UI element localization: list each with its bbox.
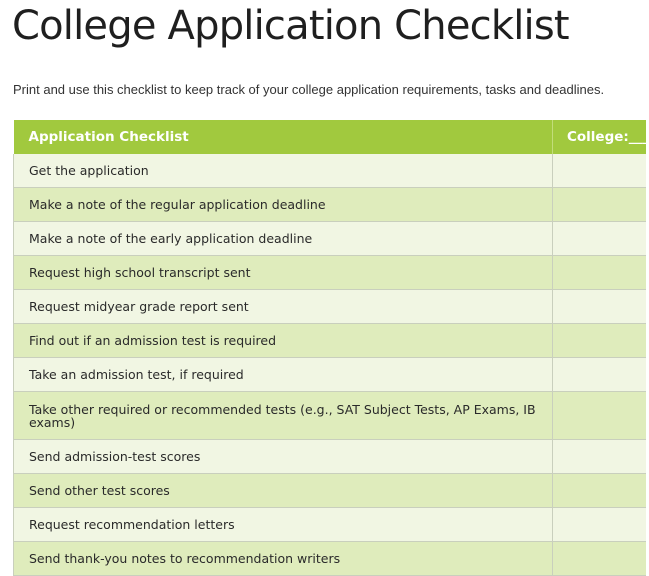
college-cell[interactable] xyxy=(553,256,646,290)
task-cell: Make a note of the regular application deadline xyxy=(14,188,553,222)
table-row xyxy=(14,188,646,222)
table-row xyxy=(14,508,646,542)
college-cell[interactable] xyxy=(553,324,646,358)
table-row xyxy=(14,474,646,508)
table-row xyxy=(14,440,646,474)
table-row xyxy=(14,392,646,440)
table-row xyxy=(14,222,646,256)
table-header-row xyxy=(14,120,646,154)
application-checklist-table xyxy=(13,120,649,576)
table-row xyxy=(14,542,646,576)
table-row xyxy=(14,154,646,188)
task-cell: Get the application xyxy=(14,154,553,188)
header-application-checklist: Application Checklist xyxy=(14,120,553,154)
college-cell[interactable] xyxy=(553,542,646,576)
college-cell[interactable] xyxy=(553,222,646,256)
task-cell: Request high school transcript sent xyxy=(14,256,553,290)
college-cell[interactable] xyxy=(553,508,646,542)
college-cell[interactable] xyxy=(553,154,646,188)
task-cell: Take other required or recommended tests (e.g., SAT Subject Tests, AP Exams, IB exams) xyxy=(14,392,553,440)
table-row xyxy=(14,290,646,324)
task-cell: Make a note of the early application deadline xyxy=(14,222,553,256)
task-cell: Send admission-test scores xyxy=(14,440,553,474)
task-cell: Send thank-you notes to recommendation writers xyxy=(14,542,553,576)
task-cell: Send other test scores xyxy=(14,474,553,508)
table-row xyxy=(14,324,646,358)
college-cell[interactable] xyxy=(553,440,646,474)
header-college: College:___ xyxy=(553,120,646,154)
table-row xyxy=(14,256,646,290)
task-cell: Find out if an admission test is required xyxy=(14,324,553,358)
page-title: College Application Checklist xyxy=(12,3,569,49)
college-cell[interactable] xyxy=(553,358,646,392)
table-row xyxy=(14,358,646,392)
college-cell[interactable] xyxy=(553,188,646,222)
task-cell: Take an admission test, if required xyxy=(14,358,553,392)
college-cell[interactable] xyxy=(553,392,646,440)
intro-text: Print and use this checklist to keep track of your college application requirements, tasks and deadlines. xyxy=(13,82,605,97)
task-cell: Request recommendation letters xyxy=(14,508,553,542)
college-cell[interactable] xyxy=(553,290,646,324)
college-cell[interactable] xyxy=(553,474,646,508)
task-cell: Request midyear grade report sent xyxy=(14,290,553,324)
